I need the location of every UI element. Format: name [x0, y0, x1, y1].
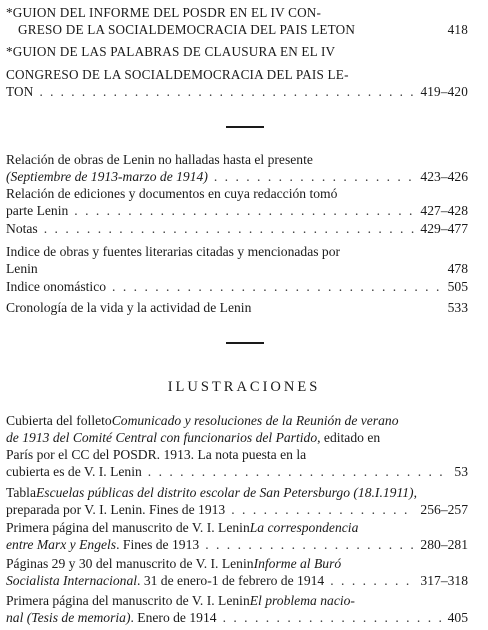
page-number: 427–428: [420, 203, 468, 218]
entry-title: Socialista Internacional: [6, 573, 138, 588]
entry-text: . Enero de 1914: [130, 610, 217, 625]
page-number: 533: [447, 300, 468, 315]
dot-leader: [330, 572, 414, 589]
entry-line: [6, 429, 468, 446]
dot-leader: [74, 202, 414, 219]
entry-line: [6, 463, 468, 480]
entry-line: [6, 202, 468, 219]
toc-entry-notas: [6, 220, 468, 237]
page-number: 429–477: [420, 221, 468, 236]
illustration-entry-cubierta: [6, 412, 468, 480]
toc-entry-cronologia: [6, 299, 468, 316]
dot-leader: [148, 463, 449, 480]
entry-line: [6, 536, 468, 553]
dot-leader: [231, 501, 414, 518]
entry-line: [6, 21, 468, 38]
page-number: 419–420: [420, 84, 468, 99]
entry-text: Páginas 29 y 30 del manuscrito de V. I. Lenin: [6, 556, 254, 571]
toc-entry-obras-no-halladas: [6, 151, 468, 185]
dot-leader: [214, 168, 415, 185]
entry-text: parte Lenin: [6, 203, 69, 218]
entry-line: [6, 151, 468, 168]
entry-line: [6, 501, 468, 518]
entry-line: [6, 168, 468, 185]
illustration-entry-tabla: [6, 484, 468, 518]
entry-text: Tabla: [6, 485, 36, 500]
toc-entry-ediciones: [6, 185, 468, 219]
entry-text: *GUION DE LAS PALABRAS DE CLAUSURA EN EL IV: [6, 44, 336, 59]
entry-text: Cubierta del folleto: [6, 413, 112, 428]
entry-text: *GUION DEL INFORME DEL POSDR EN EL IV CON-: [6, 5, 322, 20]
entry-line: [6, 43, 468, 60]
toc-entry-guion-clausura: [6, 43, 468, 100]
page-number: 505: [447, 279, 468, 294]
page-number: 256–257: [420, 502, 468, 517]
page-number: 478: [447, 261, 468, 276]
entry-text: Relación de obras de Lenin no halladas hasta el presente: [6, 152, 313, 167]
entry-text: , editado en: [317, 430, 381, 445]
entry-text: TON: [6, 84, 34, 99]
entry-line: [6, 4, 468, 21]
entry-text: Relación de ediciones y documentos en cuya redacción tomó: [6, 186, 338, 201]
entry-line: [6, 260, 468, 277]
entry-title: El problema nacio-: [249, 593, 355, 608]
entry-line: [6, 555, 468, 572]
entry-text: . 31 de enero-1 de febrero de 1914: [137, 573, 325, 588]
entry-text: Cronología de la vida y la actividad de Lenin: [6, 300, 252, 315]
entry-text: Lenin: [6, 261, 38, 276]
entry-line: [6, 243, 468, 260]
illustration-entry-problema-nacional: [6, 592, 468, 626]
entry-line: [6, 446, 468, 463]
dot-leader: [112, 278, 442, 295]
entry-line: [6, 519, 468, 536]
entry-text: (Septiembre de 1913-marzo de 1914): [6, 169, 208, 184]
entry-text: cubierta es de V. I. Lenin: [6, 464, 142, 479]
toc-entry-indice-obras: [6, 243, 468, 277]
page-number: 405: [447, 610, 468, 625]
entry-text: ,: [413, 485, 417, 500]
illustrations-heading: ILUSTRACIONES: [167, 379, 321, 395]
entry-text: . Fines de 1913: [116, 537, 200, 552]
entry-text: GRESO DE LA SOCIALDEMOCRACIA DEL PAIS LETON: [18, 22, 356, 37]
entry-title: Informe al Buró: [253, 556, 342, 571]
entry-text: Notas: [6, 221, 38, 236]
entry-line: [6, 592, 468, 609]
dot-leader: [44, 220, 415, 237]
toc-entry-guion-informe: [6, 4, 468, 38]
illustration-entry-informe-buro: [6, 555, 468, 589]
page-number: 418: [447, 22, 468, 37]
entry-line: [6, 484, 468, 501]
page-number: 423–426: [420, 169, 468, 184]
entry-line: [6, 220, 468, 237]
page-number: 53: [454, 464, 468, 479]
dot-leader: [205, 536, 414, 553]
entry-title: Escuelas públicas del distrito escolar de San Petersburgo (18.I.1911): [36, 485, 414, 500]
illustration-entry-correspondencia: [6, 519, 468, 553]
entry-text: Indice de obras y fuentes literarias citadas y mencionadas por: [6, 244, 341, 259]
entry-title: La correspondencia: [249, 520, 359, 535]
section-divider: [226, 126, 264, 128]
entry-title: nal (Tesis de memoria): [6, 610, 131, 625]
page-number: 317–318: [420, 573, 468, 588]
entry-line: [6, 299, 468, 316]
toc-entry-indice-onomastico: [6, 278, 468, 295]
entry-text: preparada por V. I. Lenin. Fines de 1913: [6, 502, 226, 517]
entry-line: [6, 278, 468, 295]
entry-line: [6, 412, 468, 429]
entry-text: Primera página del manuscrito de V. I. Lenin: [6, 593, 250, 608]
section-divider: [226, 342, 264, 344]
entry-title: de 1913 del Comité Central con funcionarios del Partido: [6, 430, 318, 445]
dot-leader: [39, 83, 414, 100]
entry-text: Indice onomástico: [6, 279, 107, 294]
entry-line: [6, 609, 468, 626]
entry-line: [6, 572, 468, 589]
entry-line: [6, 83, 468, 100]
dot-leader: [223, 609, 442, 626]
entry-text: Primera página del manuscrito de V. I. Lenin: [6, 520, 250, 535]
entry-line: [6, 185, 468, 202]
entry-title: Comunicado y resoluciones de la Reunión de verano: [111, 413, 399, 428]
entry-text: París por el CC del POSDR. 1913. La nota puesta en la: [6, 447, 307, 462]
page-number: 280–281: [420, 537, 468, 552]
entry-line: [6, 66, 468, 83]
entry-text: CONGRESO DE LA SOCIALDEMOCRACIA DEL PAIS LE-: [6, 67, 349, 82]
entry-title: entre Marx y Engels: [6, 537, 117, 552]
